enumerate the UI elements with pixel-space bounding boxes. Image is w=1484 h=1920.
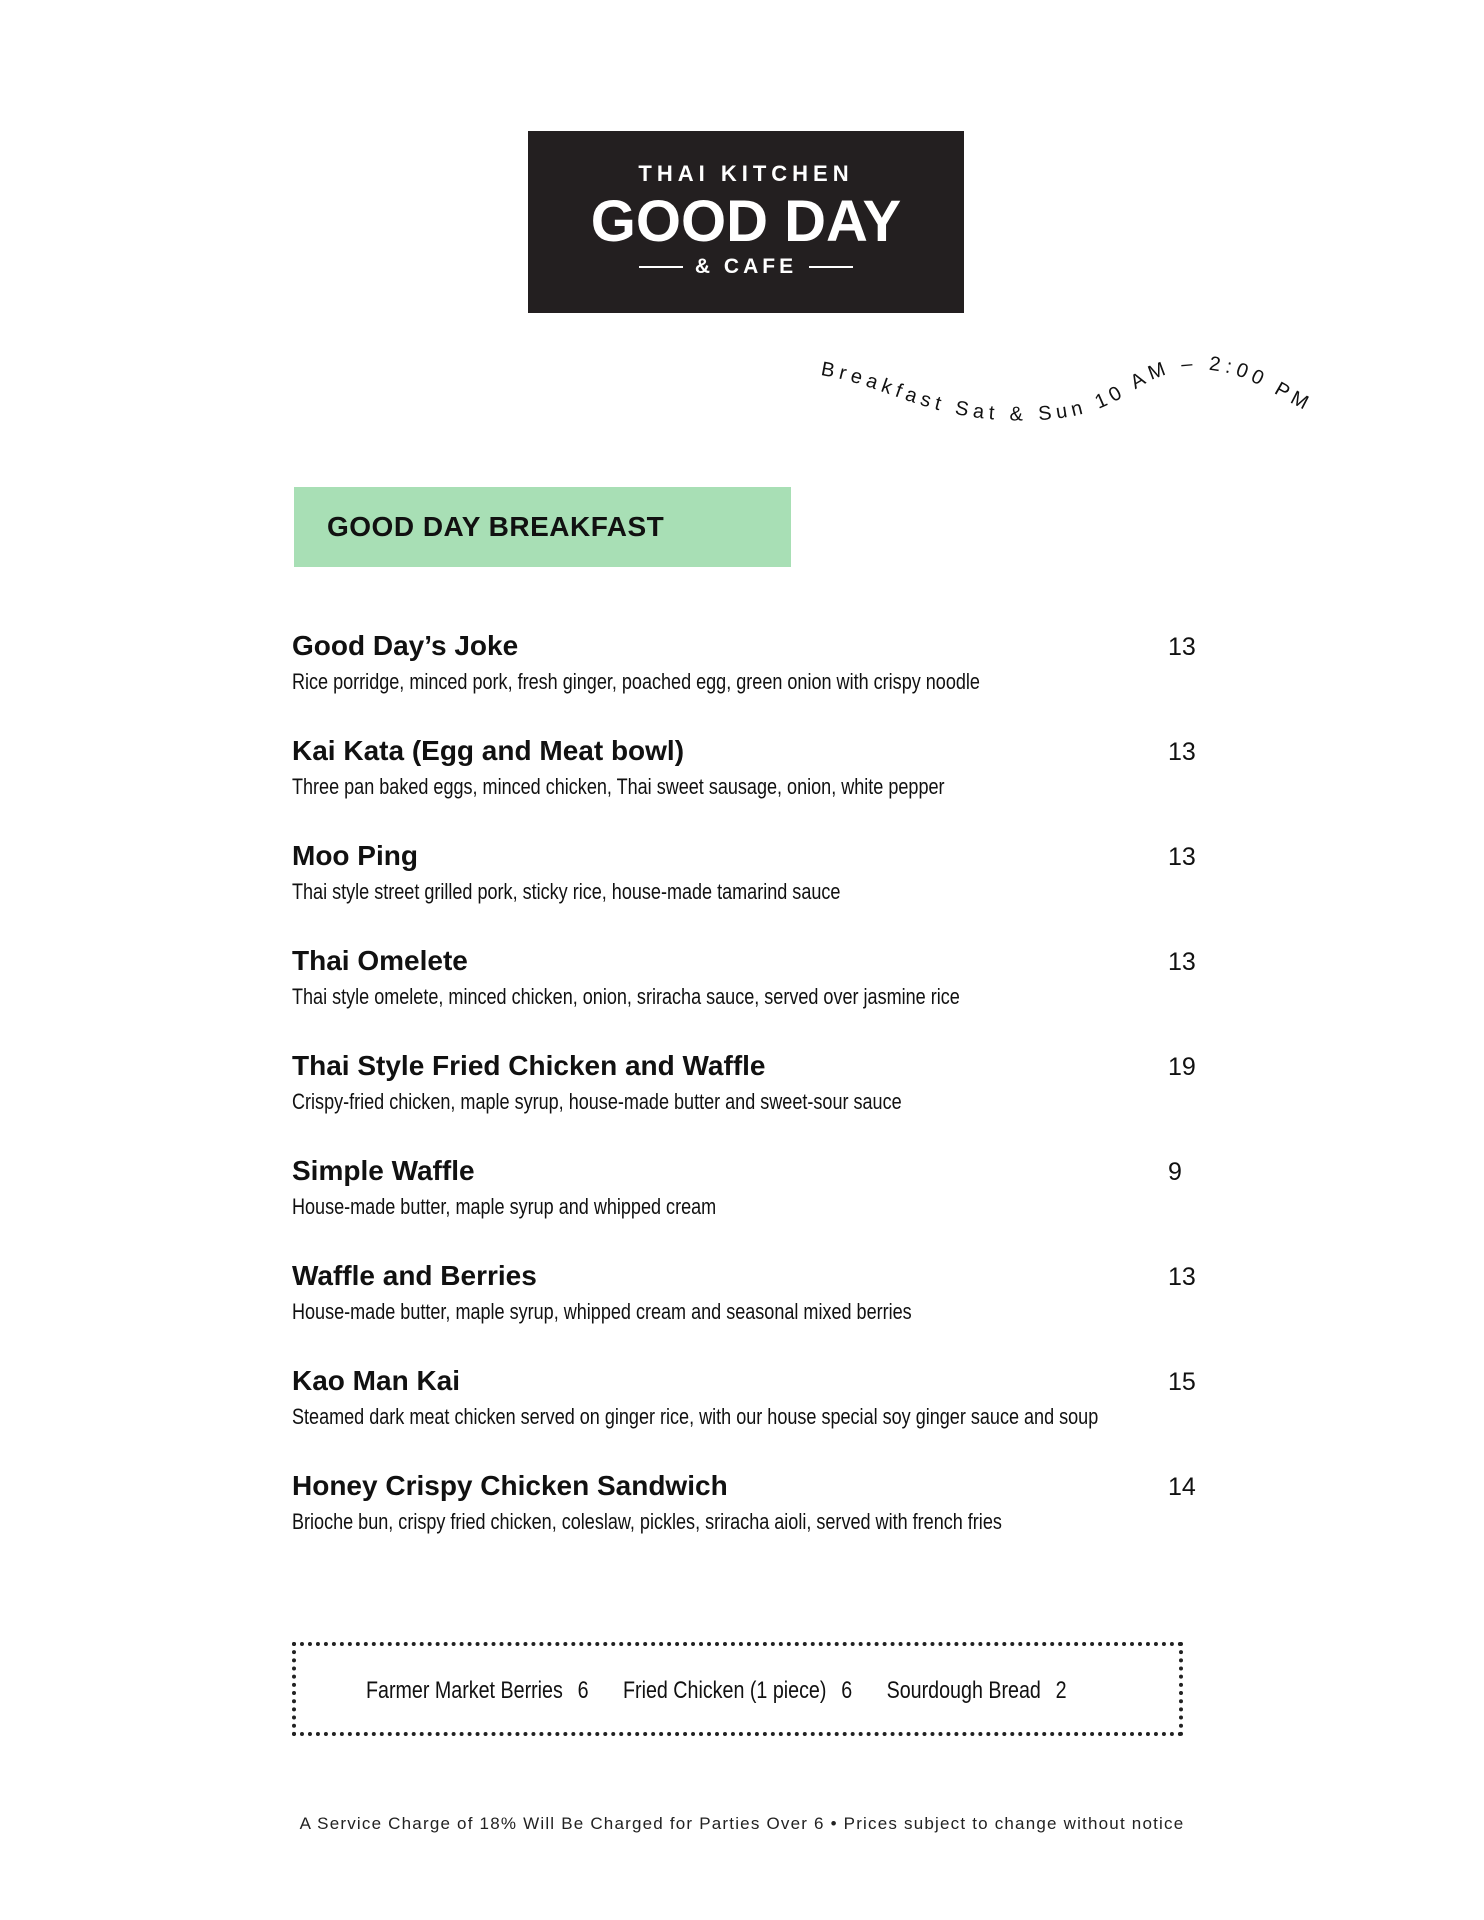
menu-item-price: 9 — [1168, 1158, 1182, 1186]
menu-item-price: 19 — [1168, 1053, 1196, 1081]
logo-bottom-text: & CAFE — [694, 255, 798, 278]
menu-item — [292, 628, 1196, 733]
menu-item-description: Steamed dark meat chicken served on ginger rice, with our house special soy ginger sauce and soup — [292, 1404, 1099, 1429]
menu-item-description: Brioche bun, crispy fried chicken, coleslaw, pickles, sriracha aioli, served with french fries — [292, 1509, 1002, 1534]
menu-item-description: Three pan baked eggs, minced chicken, Thai sweet sausage, onion, white pepper — [292, 774, 945, 799]
side-item-name: Farmer Market Berries — [366, 1677, 563, 1704]
menu-item — [292, 733, 1196, 838]
logo-top-text: THAI KITCHEN — [638, 161, 854, 186]
menu-item-name: Kai Kata (Egg and Meat bowl) — [292, 735, 685, 766]
menu-item-description: House-made butter, maple syrup, whipped cream and seasonal mixed berries — [292, 1299, 912, 1324]
menu-item-name: Thai Style Fried Chicken and Waffle — [292, 1050, 766, 1081]
sides-box — [292, 1642, 1183, 1736]
menu-item-price: 13 — [1168, 948, 1196, 976]
svg-text:Breakfast Sat & Sun 10 AM – 2: — [819, 355, 1316, 425]
side-item-price: 6 — [577, 1677, 589, 1704]
menu-item-name: Waffle and Berries — [292, 1260, 537, 1291]
menu-item-price: 13 — [1168, 1263, 1196, 1291]
menu-item — [292, 943, 1196, 1048]
side-item — [887, 1674, 1067, 1708]
menu-item-name: Simple Waffle — [292, 1155, 475, 1186]
hours-text: Breakfast Sat & Sun 10 AM – 2:00 PM — [819, 355, 1317, 426]
side-item-price: 6 — [841, 1677, 853, 1704]
menu-item-price: 13 — [1168, 843, 1196, 871]
side-item — [366, 1674, 589, 1708]
menu-item — [292, 1258, 1196, 1363]
logo-left-rule — [639, 266, 683, 268]
menu-item — [292, 838, 1196, 943]
menu-item-price: 14 — [1168, 1473, 1196, 1501]
logo-main-text: GOOD DAY — [590, 189, 902, 254]
side-item — [623, 1674, 852, 1708]
menu-item-name: Honey Crispy Chicken Sandwich — [292, 1470, 728, 1501]
menu-item — [292, 1468, 1196, 1573]
logo-right-rule — [809, 266, 853, 268]
menu-item — [292, 1363, 1196, 1468]
footer-note: A Service Charge of 18% Will Be Charged for Parties Over 6 • Prices subject to change without notice — [299, 1814, 1185, 1833]
menu-item-name: Moo Ping — [292, 840, 418, 871]
logo-bottom-row — [528, 255, 964, 279]
menu-item-name: Thai Omelete — [292, 945, 468, 976]
side-item-price: 2 — [1055, 1677, 1067, 1704]
menu-item-description: House-made butter, maple syrup and whipped cream — [292, 1194, 717, 1219]
section-title: GOOD DAY BREAKFAST — [327, 511, 665, 542]
side-item-name: Sourdough Bread — [886, 1677, 1041, 1704]
section-banner — [294, 487, 791, 567]
hours-wavy-text — [810, 355, 1330, 455]
menu-item-description: Thai style street grilled pork, sticky rice, house-made tamarind sauce — [292, 879, 841, 904]
menu-item-price: 15 — [1168, 1368, 1196, 1396]
menu-item-description: Rice porridge, minced pork, fresh ginger, poached egg, green onion with crispy noodle — [292, 669, 980, 694]
menu-item-description: Crispy-fried chicken, maple syrup, house-made butter and sweet-sour sauce — [292, 1089, 902, 1114]
menu-list — [292, 628, 1196, 1573]
side-item-name: Fried Chicken (1 piece) — [622, 1677, 827, 1704]
menu-item-description: Thai style omelete, minced chicken, onion, sriracha sauce, served over jasmine rice — [292, 984, 960, 1009]
menu-item-name: Good Day’s Joke — [292, 630, 519, 661]
restaurant-logo — [528, 131, 964, 313]
menu-item — [292, 1048, 1196, 1153]
menu-item-price: 13 — [1168, 633, 1196, 661]
menu-item — [292, 1153, 1192, 1258]
menu-item-price: 13 — [1168, 738, 1196, 766]
sides-row — [366, 1674, 1067, 1708]
menu-item-name: Kao Man Kai — [292, 1365, 461, 1396]
